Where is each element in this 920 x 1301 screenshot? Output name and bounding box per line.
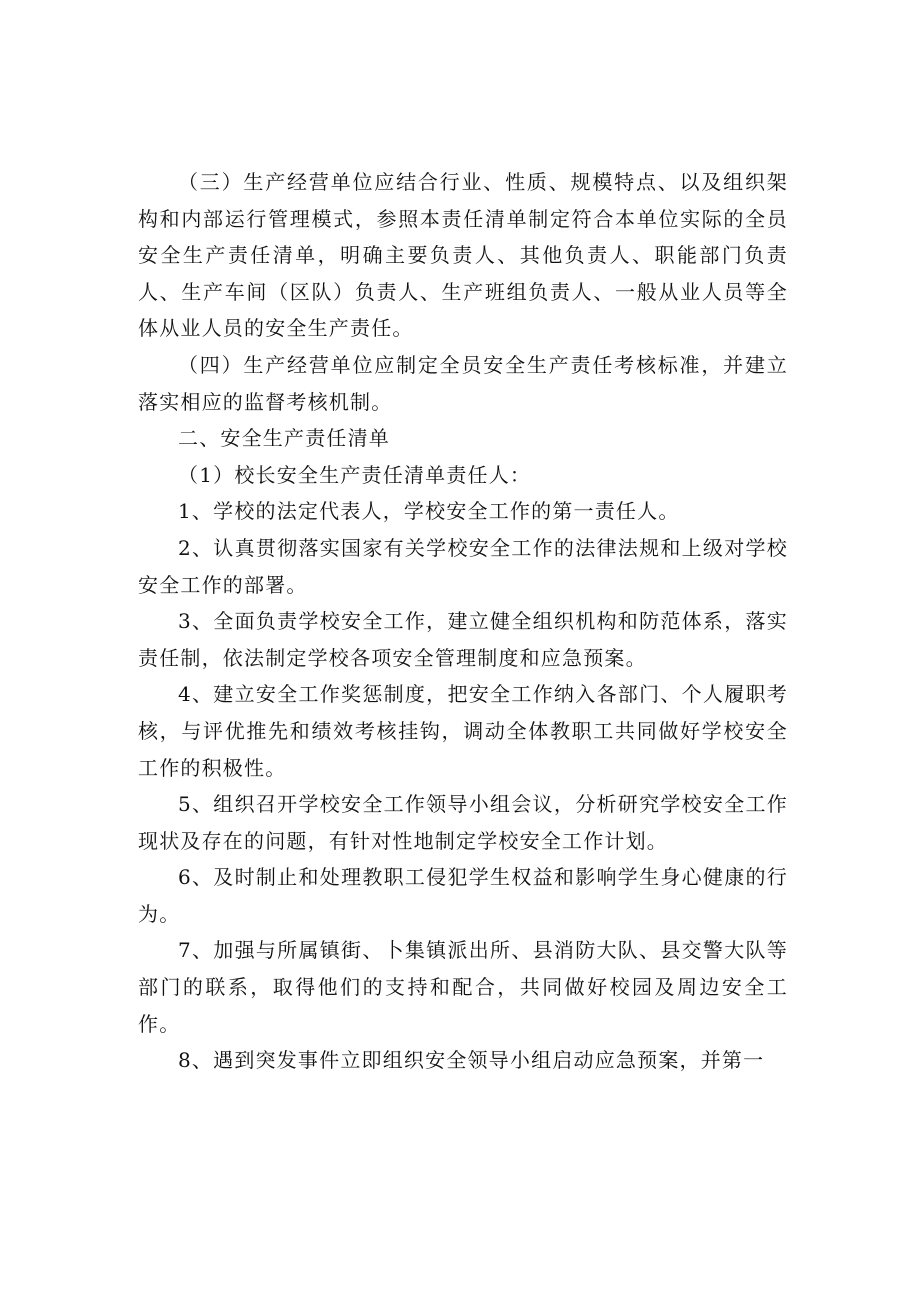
section-title: 二、安全生产责任清单 bbox=[178, 426, 390, 451]
list-item: 8、遇到突发事件立即组织安全领导小组启动应急预案，并第一 bbox=[178, 1048, 765, 1073]
list-item: 1、学校的法定代表人，学校安全工作的第一责任人。 bbox=[178, 499, 680, 524]
list-item: 6、及时制止和处理教职工侵犯学生权益和影响学生身心健康的行为。 bbox=[138, 865, 788, 926]
list-item: 3、全面负责学校安全工作，建立健全组织机构和防范体系，落实责任制，依法制定学校各项安全管理制度和应急预案。 bbox=[138, 609, 788, 670]
list-item: 2、认真贯彻落实国家有关学校安全工作的法律法规和上级对学校安全工作的部署。 bbox=[138, 535, 788, 597]
list-item: 5、组织召开学校安全工作领导小组会议，分析研究学校安全工作现状及存在的问题，有针对性地制定学校安全工作计划。 bbox=[138, 792, 788, 853]
paragraph-4: （四）生产经营单位应制定全员安全生产责任考核标准，并建立落实相应的监督考核机制。 bbox=[138, 352, 788, 414]
document-page bbox=[138, 164, 788, 1079]
paragraph-3: （三）生产经营单位应结合行业、性质、规模特点、以及组织架构和内部运行管理模式，参照本责任清单制定符合本单位实际的全员安全生产责任清单，明确主要负责人、其他负责人、职能部门负责人、生产车间（区队）负责人、生产班组负责人、一般从业人员等全体从业人员的安全生产责任。 bbox=[138, 170, 788, 341]
subsection-title: （1）校长安全生产责任清单责任人： bbox=[178, 462, 532, 487]
list-item: 7、加强与所属镇街、卜集镇派出所、县消防大队、县交警大队等部门的联系，取得他们的支持和配合，共同做好校园及周边安全工作。 bbox=[138, 938, 788, 1036]
list-item: 4、建立安全工作奖惩制度，把安全工作纳入各部门、个人履职考核，与评优推先和绩效考核挂钩，调动全体教职工共同做好学校安全工作的积极性。 bbox=[138, 682, 788, 780]
